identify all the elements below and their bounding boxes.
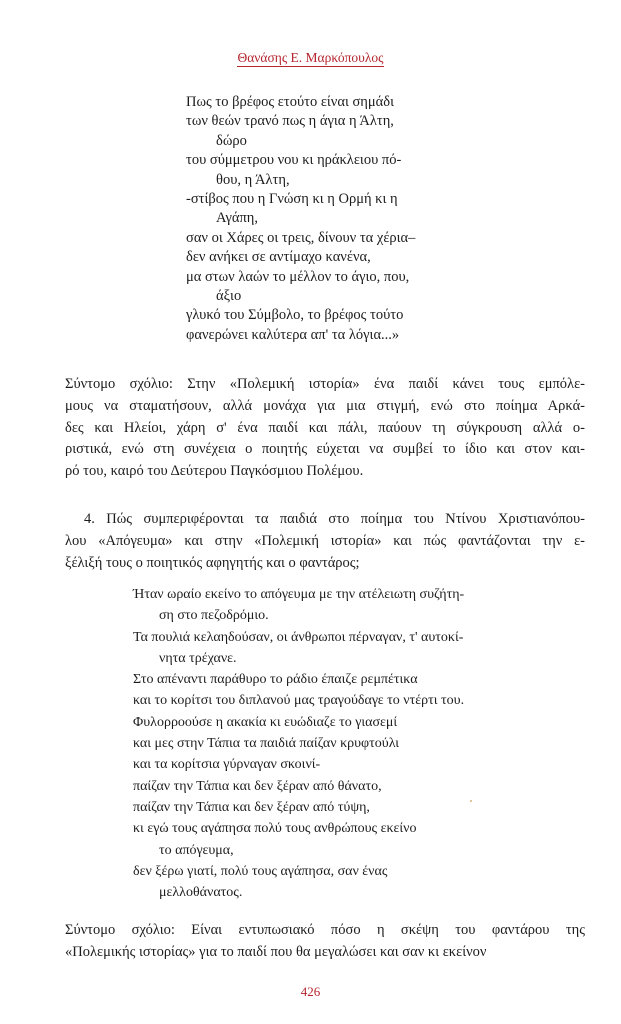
- poem-apogevma: [133, 584, 464, 903]
- poem-line: Αγάπη,: [216, 210, 259, 227]
- short-comment-2: [65, 920, 585, 964]
- poem-line: δεν ξέρω γιατί, πολύ τους αγάπησα, σαν ένας: [133, 863, 388, 879]
- text-line: Σύντομο σχόλιο: Είναι εντυπωσιακό πόσο η σκέψη του φαντάρου της: [65, 922, 585, 938]
- poem-line: Ήταν ωραίο εκείνο το απόγευμα με την ατέλειωτη συζήτη-: [133, 587, 465, 602]
- poem-line: άξιο: [216, 287, 242, 304]
- poem-line: μα στων λαών το μέλλον το άγιο, που,: [186, 268, 410, 285]
- running-header: [0, 50, 621, 66]
- text-line: Σύντομο σχόλιο: Στην «Πολεμική ιστορία» ένα παιδί κάνει τους εμπόλε-: [65, 376, 585, 392]
- poem-line: Πως το βρέφος ετούτο είναι σημάδι: [186, 94, 394, 110]
- short-comment-1: [65, 374, 585, 483]
- text-line: μους να σταματήσουν, αλλά μονάχα για μια στιγμή, ενώ στο ποίημα Αρκά-: [65, 397, 585, 414]
- page-number: 426: [300, 984, 321, 999]
- poem-line: μελλοθάνατος.: [159, 885, 243, 901]
- poem-line: δεν ανήκει σε αντίμαχο κανένα,: [186, 249, 371, 266]
- poem-line: σαν οι Χάρες οι τρεις, δίνουν τα χέρια–: [186, 229, 416, 246]
- poem-line: φανερώνει καλύτερα απ' τα λόγια...»: [186, 326, 400, 343]
- text-line: ξέλιξή τους ο ποιητικός αφηγητής και ο φαντάρος;: [65, 554, 360, 571]
- poem-line: του σύμμετρου νου κι ηράκλειου πό-: [186, 152, 402, 169]
- poem-line: και μες στην Τάπια τα παιδιά παίζαν κρυφτούλι: [133, 736, 400, 752]
- poem-line: κι εγώ τους αγάπησα πολύ τους ανθρώπους εκείνο: [133, 821, 417, 837]
- text-line: ρό του, καιρό του Δεύτερου Παγκόσμιου Πολέμου.: [65, 463, 364, 480]
- poem-line: Φυλορροούσε η ακακία κι ευώδιαζε το γιασεμί: [133, 714, 398, 730]
- poem-line: νητα τρέχανε.: [159, 650, 237, 666]
- poem-line: Τα πουλιά κελαηδούσαν, οι άνθρωποι πέρναγαν, τ' αυτοκί-: [133, 629, 464, 645]
- poem-line: παίζαν την Τάπια και δεν ξέραν από θάνατο,: [133, 778, 382, 794]
- poem-line: των θεών τρανό πως η άγια η Άλτη,: [186, 113, 394, 130]
- text-line: λου «Απόγευμα» και στην «Πολεμική ιστορία» και πώς φαντάζονται την ε-: [65, 532, 585, 549]
- poem-excerpt-1: [186, 93, 415, 345]
- poem-line: Στο απέναντι παράθυρο το ράδιο έπαιζε ρεμπέτικα: [133, 672, 418, 688]
- poem-line: και τα κορίτσια γύρναγαν σκοινί-: [133, 757, 321, 773]
- text-line: 4. Πώς συμπεριφέρονται τα παιδιά στο ποίημα του Ντίνου Χριστιανόπου-: [84, 511, 585, 527]
- poem-line: και το κορίτσι του διπλανού μας τραγούδαγε το ντέρτι του.: [133, 693, 465, 709]
- poem-line: δώρο: [216, 132, 247, 149]
- poem-line: ση στο πεζοδρόμιο.: [159, 608, 269, 624]
- poem-line: παίζαν την Τάπια και δεν ξέραν από τύψη,: [133, 799, 370, 815]
- scan-speck: [470, 800, 472, 802]
- poem-line: -στίβος που η Γνώση κι η Ορμή κι η: [186, 190, 398, 207]
- question-4: [65, 509, 585, 574]
- text-line: ριστικά, ενώ στη συνέχεια ο ποιητής εύχεται να συμβεί το ίδιο και στον και-: [65, 441, 585, 458]
- poem-line: το απόγευμα,: [159, 842, 234, 858]
- author-name: Θανάσης Ε. Μαρκόπουλος: [237, 50, 384, 65]
- poem-line: γλυκό του Σύμβολο, το βρέφος τούτο: [186, 307, 404, 324]
- text-line: δες και Ηλείοι, χάρη σ' ένα παιδί και πάλι, παύουν τη σύγκρουση αλλά ο-: [65, 419, 585, 436]
- text-line: «Πολεμικής ιστορίας» για το παιδί που θα μεγαλώσει και σαν κι εκείνον: [65, 943, 487, 960]
- poem-line: θου, η Άλτη,: [216, 171, 290, 188]
